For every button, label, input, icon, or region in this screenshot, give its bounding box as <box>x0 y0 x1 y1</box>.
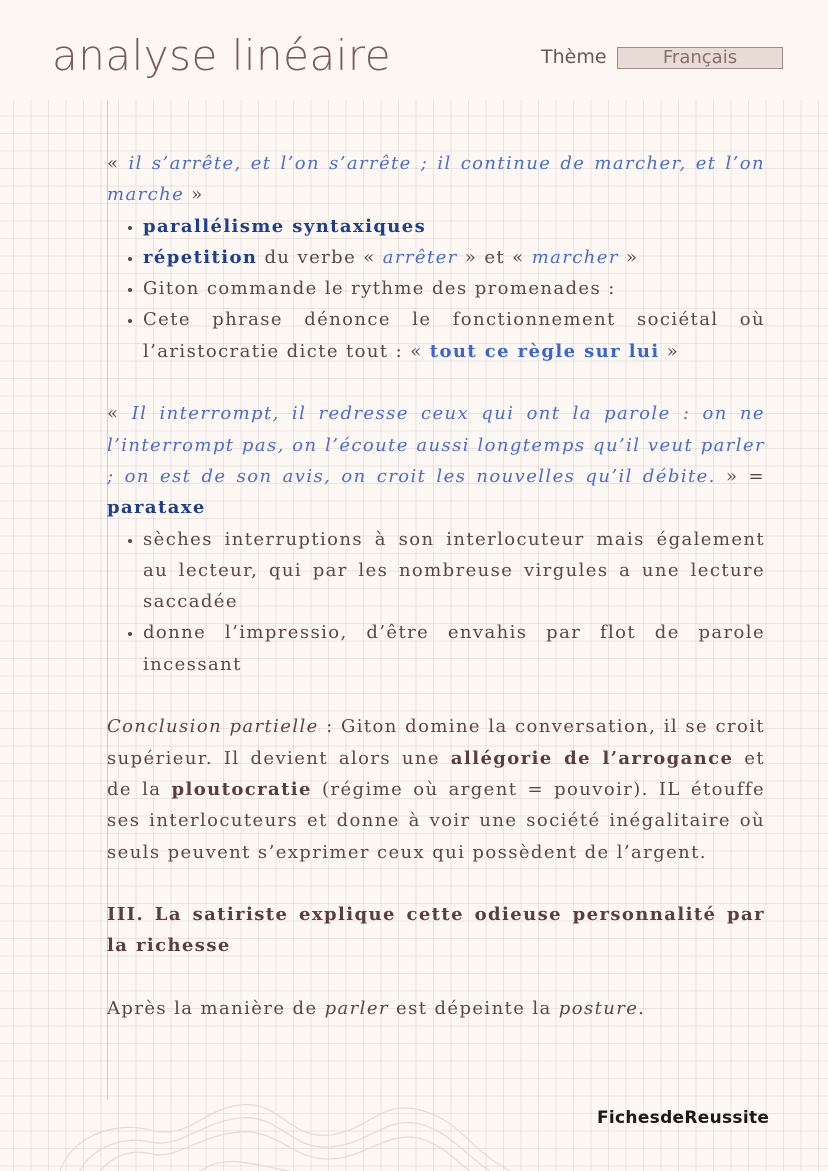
page-title: analyse linéaire <box>52 31 392 80</box>
bullet-list-2 <box>107 524 765 680</box>
quote-text: il s’arrête, et l’on s’arrête ; il continue de marcher, et l’on marche <box>107 153 765 206</box>
list-item: • sèches interruptions à son interlocuteur mais également au lecteur, qui par les nombreuse virgules a une lecture saccadée <box>143 524 765 618</box>
quote-paragraph-2: « Il interrompt, il redresse ceux qui ont la parole : on ne l’interrompt pas, on l’écoute aussi longtemps qu’il veut parler ; on est de son avis, on croit les nouvelles qu’il débite. » = parataxe <box>107 403 765 519</box>
footer-brand: FichesdeReussite <box>597 1108 770 1128</box>
list-item: • Giton commande le rythme des promenades : <box>143 273 765 304</box>
conclusion-paragraph: Conclusion partielle : Giton domine la conversation, il se croit supérieur. Il devient alors une allégorie de l’arrogance et de la ploutocratie (régime où argent = pouvoir). IL étouffe ses interlocuteurs et donne à voir une société inégalitaire où seuls peuvent s’exprimer ceux qui possèdent de l’argent. <box>107 716 766 863</box>
section3-paragraph: Après la manière de parler est dépeinte la posture. <box>107 998 646 1020</box>
theme-value-box: Français <box>617 47 783 69</box>
document-body <box>107 148 765 1024</box>
decorative-swirl <box>40 1080 520 1171</box>
list-item: • Cete phrase dénonce le fonctionnement sociétal où l’aristocratie dicte tout : « tout ce règle sur lui » <box>143 304 765 367</box>
list-item: • répetition du verbe « arrêter » et « marcher » <box>143 242 765 273</box>
section-heading: III. La satiriste explique cette odieuse personnalité par la richesse <box>107 904 765 957</box>
quote-text: Il interrompt, il redresse ceux qui ont la parole : on ne l’interrompt pas, on l’écoute aussi longtemps qu’il veut parler ; on est de son avis, on croit les nouvelles qu’il débite. <box>107 403 765 487</box>
list-item: • donne l’impressio, d’être envahis par flot de parole incessant <box>143 617 765 680</box>
quote-paragraph-1: « il s’arrête, et l’on s’arrête ; il continue de marcher, et l’on marche » <box>107 153 765 206</box>
bullet-list-1 <box>107 211 765 367</box>
list-item: • parallélisme syntaxiques <box>143 211 765 242</box>
parataxe-term: parataxe <box>107 497 206 519</box>
theme-label: Thème <box>541 46 607 68</box>
conclusion-label: Conclusion partielle <box>107 716 319 738</box>
